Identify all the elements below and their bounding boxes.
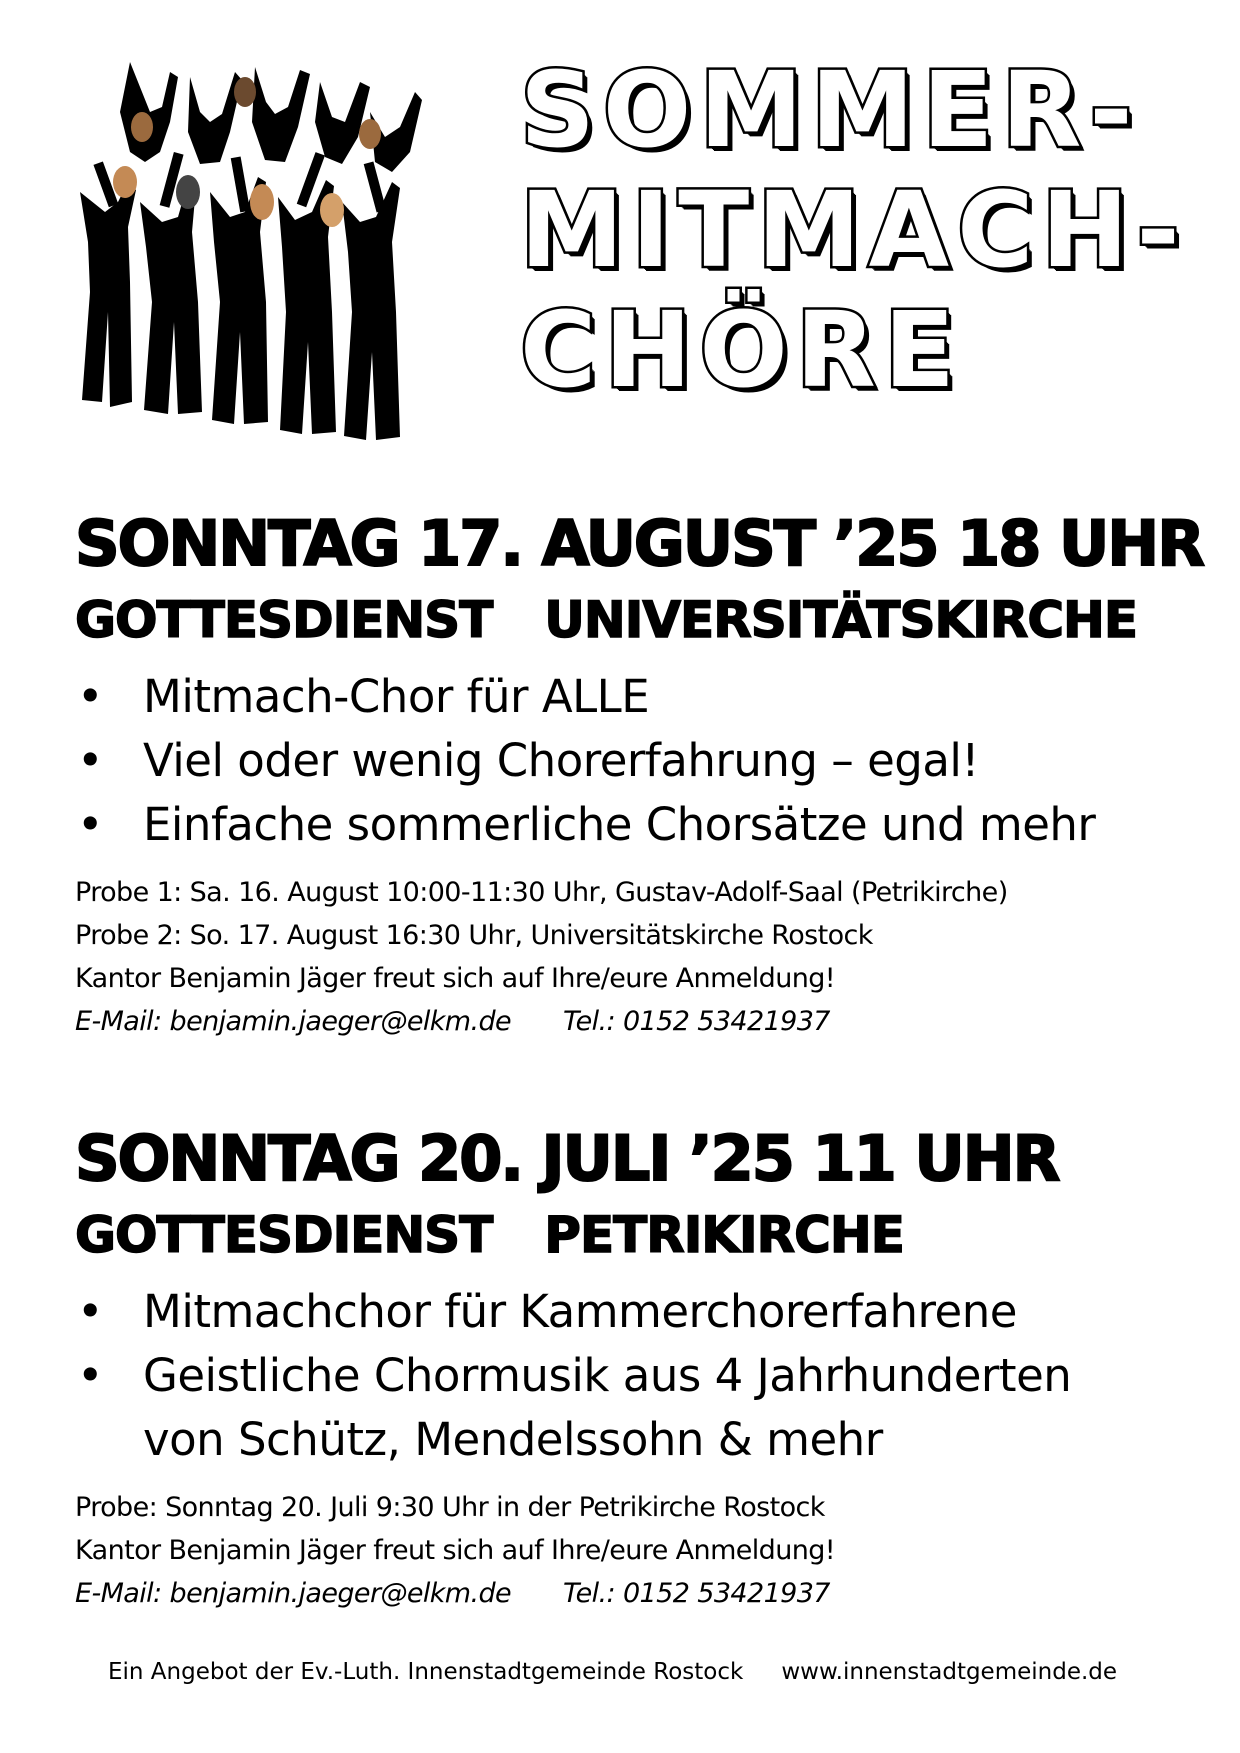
list-item: • Mitmachchor für Kammerchorerfahrene <box>75 1280 1200 1344</box>
email-text: E-Mail: benjamin.jaeger@elkm.de <box>75 1006 512 1037</box>
choir-singers-icon <box>70 52 440 462</box>
rehearsal-info: Probe: Sonntag 20. Juli 9:30 Uhr in der Petrikirche Rostock <box>75 1492 825 1523</box>
church-label: UNIVERSITÄTSKIRCHE <box>544 591 1138 649</box>
event-bullet-list <box>75 1280 1200 1472</box>
bullet-icon: • <box>77 798 104 851</box>
title-line-3: CHÖRE <box>520 289 963 411</box>
title-line-2: MITMACH- <box>520 169 1188 291</box>
phone-text: Tel.: 0152 53421937 <box>563 1578 830 1609</box>
rehearsal-info: Probe 2: So. 17. August 16:30 Uhr, Universitätskirche Rostock <box>75 920 873 951</box>
bullet-icon: • <box>77 670 104 723</box>
title-line-1: SOMMER- <box>520 49 1141 171</box>
event-service-heading <box>75 1202 1200 1268</box>
list-item: • Mitmach-Chor für ALLE <box>75 665 1200 729</box>
list-item-continuation: von Schütz, Mendelssohn & mehr <box>143 1413 883 1466</box>
kantor-note: Kantor Benjamin Jäger freut sich auf Ihre/eure Anmeldung! <box>75 1535 836 1566</box>
list-item: • Einfache sommerliche Chorsätze und mehr <box>75 793 1200 857</box>
rehearsal-info: Probe 1: Sa. 16. August 10:00-11:30 Uhr, Gustav-Adolf-Saal (Petrikirche) <box>75 877 1008 908</box>
event-date-heading: SONNTAG 20. JULI ’25 11 UHR <box>75 1122 1059 1195</box>
bullet-icon: • <box>77 1285 104 1338</box>
email-text: E-Mail: benjamin.jaeger@elkm.de <box>75 1578 512 1609</box>
event-date-heading: SONNTAG 17. AUGUST ’25 18 UHR <box>75 507 1203 580</box>
kantor-note: Kantor Benjamin Jäger freut sich auf Ihre/eure Anmeldung! <box>75 963 836 994</box>
phone-text: Tel.: 0152 53421937 <box>563 1006 830 1037</box>
list-item: • Viel oder wenig Chorerfahrung – egal! <box>75 729 1200 793</box>
service-label: GOTTESDIENST <box>75 591 493 649</box>
footer <box>108 1657 1117 1687</box>
event-august <box>75 505 1203 1043</box>
footer-url: www.innenstadtgemeinde.de <box>781 1659 1118 1685</box>
contact-line <box>75 1572 1200 1615</box>
contact-line <box>75 1000 1200 1043</box>
event-july <box>75 1120 1200 1615</box>
bullet-icon: • <box>77 734 104 787</box>
event-service-heading <box>75 587 1200 653</box>
event-bullet-list <box>75 665 1200 857</box>
page-title <box>520 50 1188 410</box>
church-label: PETRIKIRCHE <box>544 1206 904 1264</box>
list-item: • Geistliche Chormusik aus 4 Jahrhunderten <box>75 1344 1200 1408</box>
service-label: GOTTESDIENST <box>75 1206 493 1264</box>
bullet-icon: • <box>77 1349 104 1402</box>
footer-text: Ein Angebot der Ev.-Luth. Innenstadtgemeinde Rostock <box>108 1659 744 1685</box>
